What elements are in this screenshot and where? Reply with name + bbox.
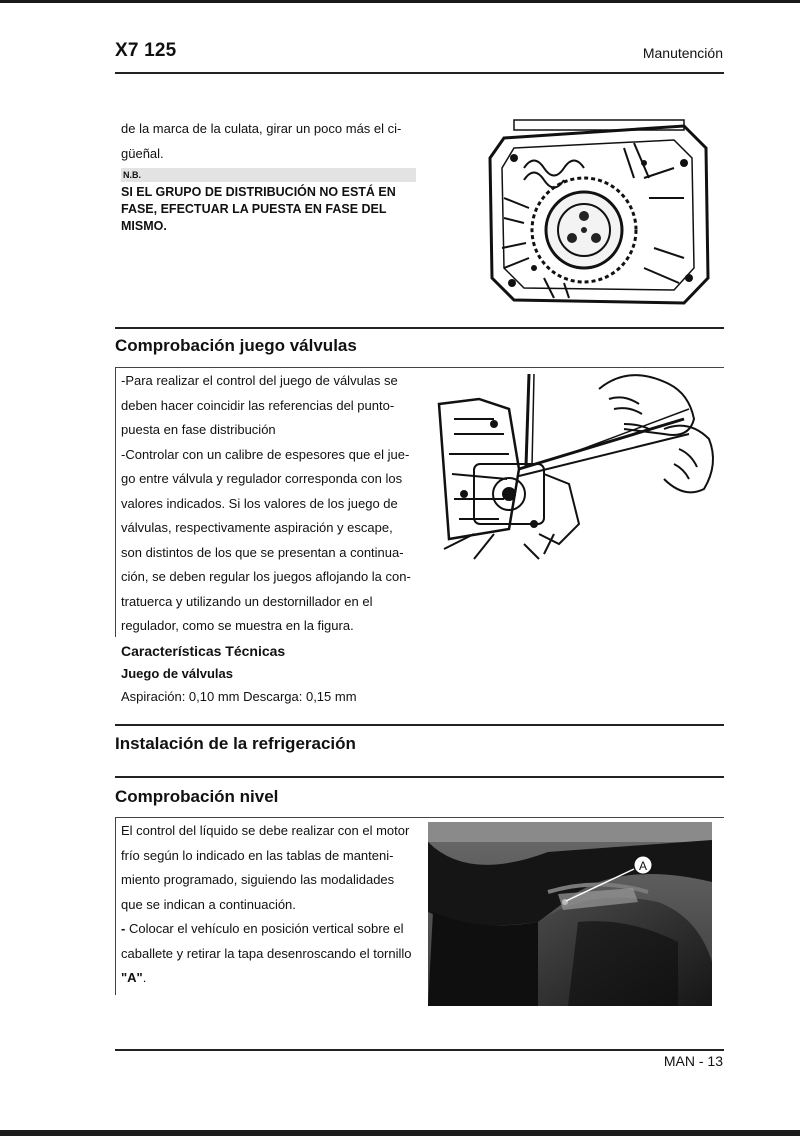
spec-subheading: Juego de válvulas <box>121 666 233 681</box>
valves-side-rule <box>115 367 116 637</box>
valves-heading: Comprobación juego válvulas <box>115 336 357 355</box>
valves-top-rule <box>115 327 724 329</box>
level-top-rule <box>115 776 724 778</box>
engine-distribution-illustration <box>484 118 714 308</box>
valves-heading-rule <box>115 367 724 368</box>
level-side-rule <box>115 817 116 995</box>
level-text <box>121 819 426 991</box>
level-heading-rule <box>115 817 724 818</box>
footer-rule <box>115 1049 724 1051</box>
section-name: Manutención <box>642 45 723 61</box>
bottom-edge <box>0 1130 800 1136</box>
header-rule <box>115 72 724 74</box>
valve-adjustment-illustration <box>434 374 724 570</box>
spec-heading: Características Técnicas <box>121 643 286 659</box>
valves-text: -Para realizar el control del juego de válvulas se deben hacer coincidir las referencias del punto- puesta en fase distribución -Controlar con un calibre de espesores que el jue- go entre válvula y regulador corresponda con los valores indicados. Si los valores de los juego de válvulas, respectivamente aspiración y escape, son distintos de los que se presentan a continua- ción, se deben regular los juegos aflojando la con- tratuerca y utilizando un destornillador en el regulador, como se muestra en la figura. <box>121 373 411 633</box>
warning-text: SI EL GRUPO DE DISTRIBUCIÓN NO ESTÁ EN FASE, EFECTUAR LA PUESTA EN FASE DEL MISMO. <box>121 185 396 233</box>
bullet-dash: - <box>121 921 129 936</box>
screw-label: "A" <box>121 970 143 985</box>
intro-text: de la marca de la culata, girar un poco más el ci- güeñal. <box>121 121 402 161</box>
coolant-cap-photo <box>428 822 712 1006</box>
callout-a-label: A <box>638 859 648 873</box>
level-text-end: . <box>142 970 147 985</box>
page-number: MAN - 13 <box>663 1053 723 1069</box>
level-intro-text: El control del líquido se debe realizar con el motor frío según lo indicado en las tablas de manteni- miento programado, siguiendo las modalidades que se indican a continuación. <box>121 823 410 912</box>
level-step-text: Colocar el vehículo en posición vertical sobre el caballete y retirar la tapa desenroscando el tornillo <box>121 921 412 961</box>
cooling-heading: Instalación de la refrigeración <box>115 734 356 753</box>
spec-values: Aspiración: 0,10 mm Descarga: 0,15 mm <box>121 689 357 704</box>
cooling-top-rule <box>115 724 724 726</box>
nb-label: N.B. <box>121 168 416 182</box>
level-heading: Comprobación nivel <box>115 787 279 806</box>
top-edge <box>0 0 800 3</box>
document-title: X7 125 <box>115 40 177 61</box>
